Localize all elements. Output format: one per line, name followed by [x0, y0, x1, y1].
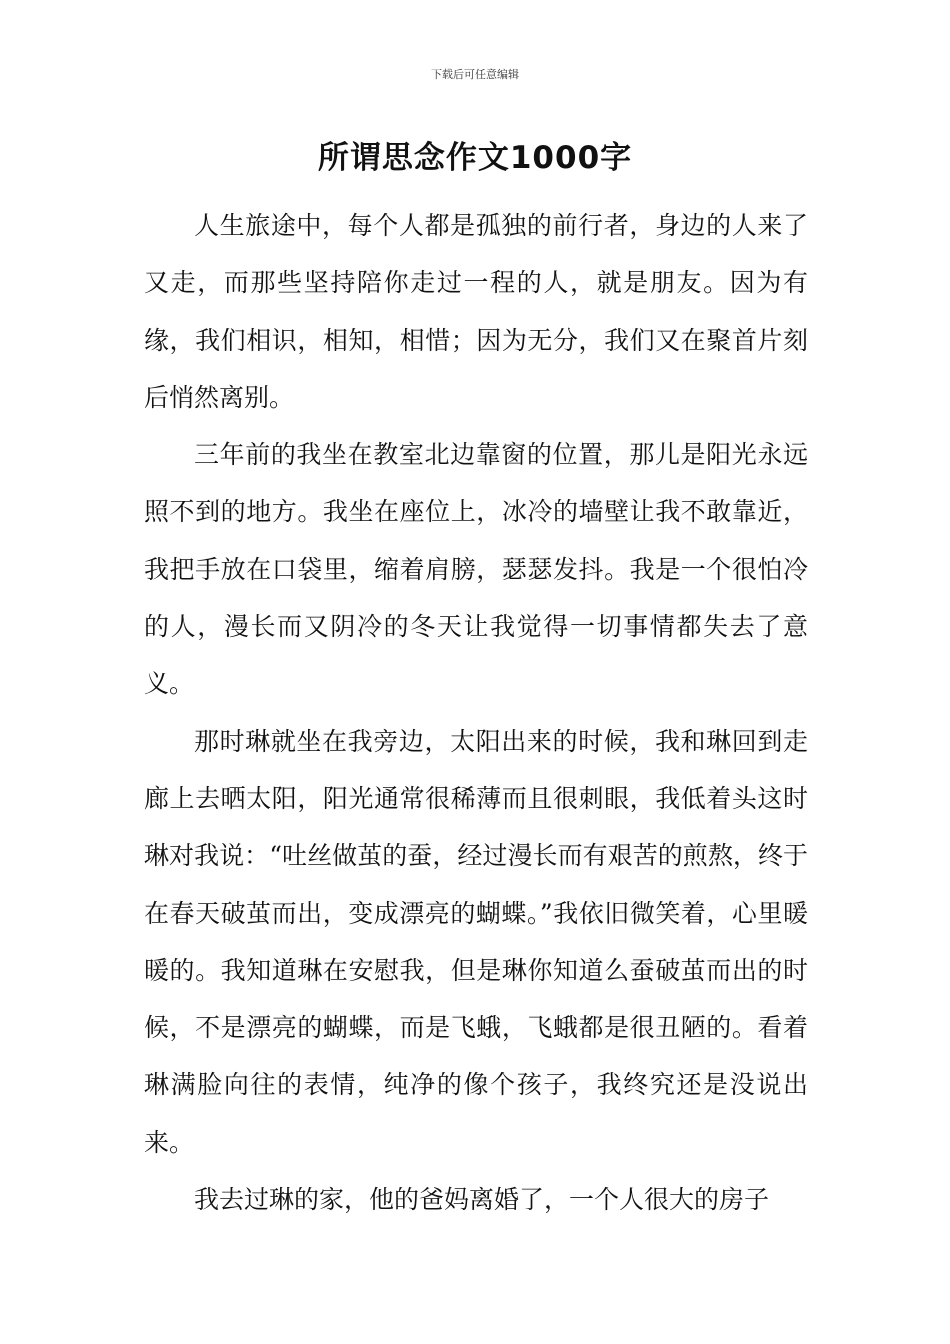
- paragraph-1: 人生旅途中，每个人都是孤独的前行者，身边的人来了又走，而那些坚持陪你走过一程的人，就是朋友。因为有缘，我们相识，相知，相惜；因为无分，我们又在聚首片刻后悄然离别。: [144, 211, 808, 412]
- document-body: [144, 197, 808, 1228]
- paragraph-4: 我去过琳的家，他的爸妈离婚了，一个人很大的房子: [194, 1185, 770, 1215]
- header-note: 下载后可任意编辑: [431, 68, 519, 81]
- document-title: 所谓思念作文1000字: [317, 140, 633, 176]
- paragraph-3: 那时琳就坐在我旁边，太阳出来的时候，我和琳回到走廊上去晒太阳，阳光通常很稀薄而且很刺眼，我低着头这时琳对我说：“吐丝做茧的蚕，经过漫长而有艰苦的煎熬，终于在春天破茧而出，变成漂亮的蝴蝶。”我依旧微笑着，心里暖暖的。我知道琳在安慰我，但是琳你知道么蚕破茧而出的时候，不是漂亮的蝴蝶，而是飞蛾，飞蛾都是很丑陋的。看着琳满脸向往的表情，纯净的像个孩子，我终究还是没说出来。: [144, 726, 808, 1157]
- paragraph-2: 三年前的我坐在教室北边靠窗的位置，那儿是阳光永远照不到的地方。我坐在座位上，冰冷的墙壁让我不敢靠近，我把手放在口袋里，缩着肩膀，瑟瑟发抖。我是一个很怕冷的人，漫长而又阴冷的冬天让我觉得一切事情都失去了意义。: [144, 440, 808, 699]
